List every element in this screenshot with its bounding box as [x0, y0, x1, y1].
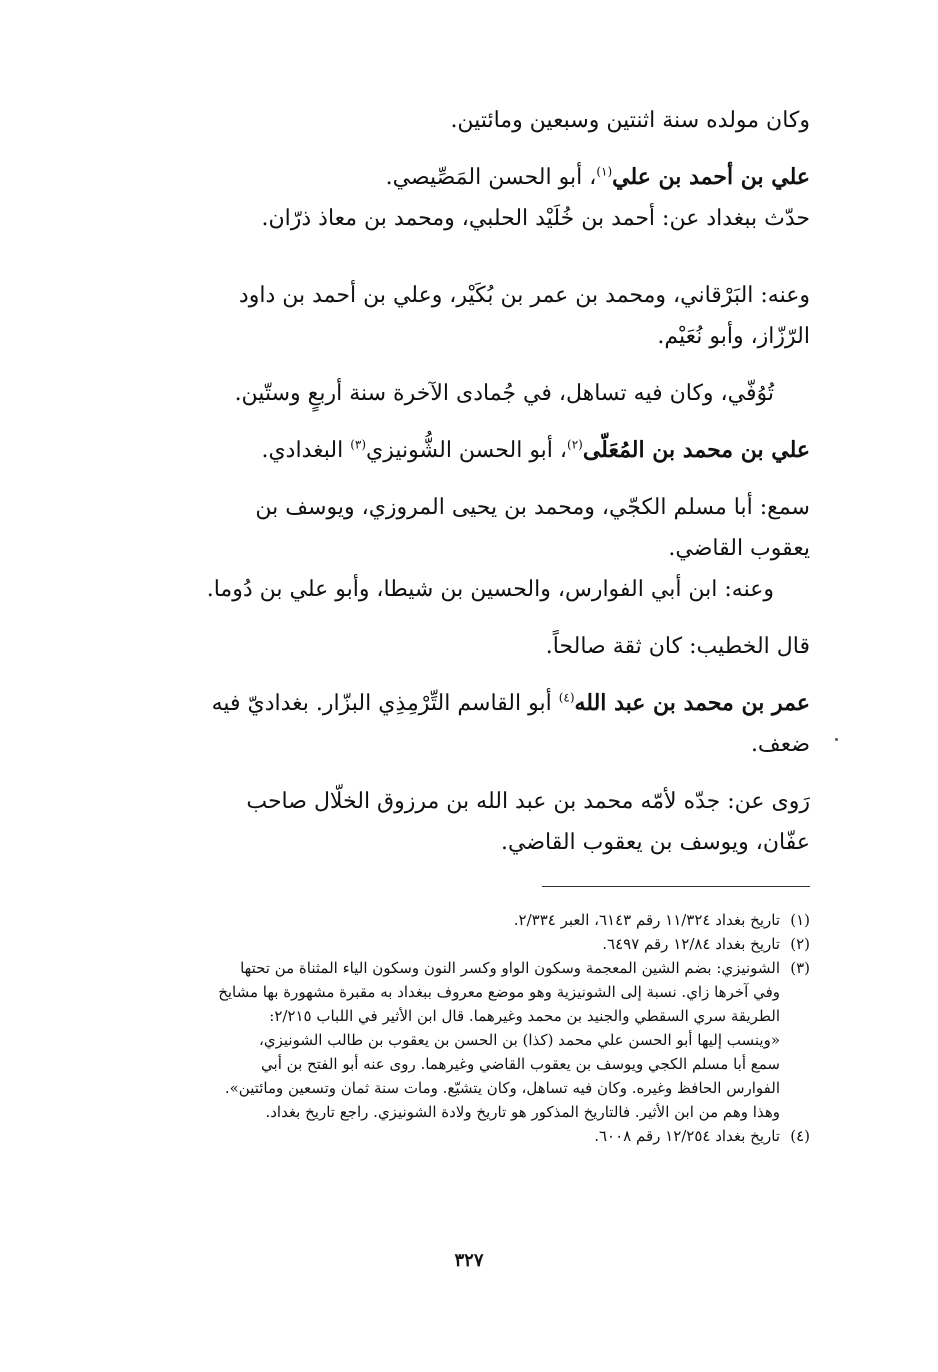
entry-name: عمر بن محمد بن عبد الله: [574, 690, 810, 716]
footnote-ref[interactable]: (٤): [558, 690, 575, 705]
entry-heading-line: [120, 683, 810, 724]
entry-name: علي بن محمد بن المُعَلّى: [582, 437, 810, 463]
text-line: حدّث ببغداد عن: أحمد بن خُلَيْد الحلبي، ومحمد بن معاذ ذرّان.: [261, 206, 810, 231]
footnote-number: (١): [790, 911, 810, 929]
footnote-text: [120, 1124, 780, 1148]
entry-name: علي بن أحمد بن علي: [612, 164, 810, 190]
footnote-line: «وينسب إليها أبو الحسن علي محمد (كذا) بن الحسن بن يعقوب بن طالب الشونيزي،: [259, 1031, 780, 1049]
footnote-text: [120, 932, 780, 956]
text-line: تُوُفّي، وكان فيه تساهل، في جُمادى الآخرة سنة أربعٍ وستّين.: [234, 381, 774, 406]
entry-heading-line: [120, 157, 810, 198]
entry-rest: ، أبو الحسن الشُّونيزي: [366, 438, 568, 463]
footnote-line: تاريخ بغداد ١١/٣٢٤ رقم ٦١٤٣، العبر ٢/٣٣٤.: [513, 911, 780, 929]
footnote-line: تاريخ بغداد ١٢/٢٥٤ رقم ٦٠٠٨.: [594, 1127, 780, 1145]
text-line: وعنه: ابن أبي الفوارس، والحسين بن شيطا، وأبو علي بن دُوما.: [206, 577, 774, 602]
footnote-line: وهذا وهم من ابن الأثير. فالتاريخ المذكور هو تاريخ ولادة الشونيزي. راجع تاريخ بغداد.: [265, 1103, 780, 1121]
footnote-line: وفي آخرها زاي. نسبة إلى الشونيزية وهو موضع معروف ببغداد به مقبرة مشهورة بها مشايخ: [218, 983, 780, 1001]
margin-mark: [835, 738, 838, 741]
text-line: يعقوب القاضي.: [668, 536, 810, 561]
footnote-line: الطريقة سري السقطي والجنيد بن محمد وغيرهما. قال ابن الأثير في اللباب ٢/٢١٥:: [269, 1007, 780, 1025]
footnote-number: (٣): [790, 959, 810, 977]
text-line: الرّزّاز، وأبو نُعَيْم.: [657, 324, 810, 349]
text-line: ضعف.: [750, 732, 810, 757]
text-line: وكان مولده سنة اثنتين وسبعين ومائتين.: [450, 108, 810, 133]
footnote-text: [120, 908, 780, 932]
footnote: [120, 1124, 810, 1148]
main-text: [120, 100, 810, 863]
entry-heading-line: [120, 430, 810, 471]
text-line: عفّان، ويوسف بن يعقوب القاضي.: [501, 830, 810, 855]
footnote: [120, 932, 810, 956]
text-line: سمع: أبا مسلم الكجّي، ومحمد بن يحيى المروزي، ويوسف بن: [255, 495, 810, 520]
footnote-ref[interactable]: (٣): [350, 437, 367, 452]
text-line: وعنه: البَرْقاني، ومحمد بن عمر بن بُكَيْر، وعلي بن أحمد بن داود: [238, 283, 810, 308]
footnote-number: (٢): [790, 935, 810, 953]
entry-rest: أبو القاسم التِّرْمِذِي البزّار. بغداديّ فيه: [211, 691, 559, 716]
footnote-ref[interactable]: (١): [596, 164, 613, 179]
footnote-line: تاريخ بغداد ١٢/٨٤ رقم ٦٤٩٧.: [602, 935, 780, 953]
footnote-ref[interactable]: (٢): [567, 437, 583, 452]
footnote: [120, 908, 810, 932]
page-number: ٣٢٧: [454, 1250, 484, 1271]
footnote-number: (٤): [790, 1127, 810, 1145]
entry-rest: البغدادي.: [261, 438, 351, 463]
footnote: [120, 956, 810, 1124]
footnotes: [120, 908, 810, 1148]
text-line: قال الخطيب: كان ثقة صالحاً.: [545, 634, 810, 659]
footnote-separator: [542, 886, 810, 887]
footnote-line: سمع أبا مسلم الكجي ويوسف بن يعقوب القاضي وغيرهما. روى عنه أبو الفتح بن أبي: [261, 1055, 780, 1073]
text-line: رَوى عن: جدّه لأمّه محمد بن عبد الله بن مرزوق الخلّال صاحب: [246, 789, 810, 814]
footnote-line: الشونيزي: بضم الشين المعجمة وسكون الواو وكسر النون وسكون الياء المثناة من تحتها: [240, 959, 780, 977]
footnote-text: [120, 956, 780, 1124]
footnote-line: الفوارس الحافظ وغيره. وكان فيه تساهل، وكان يتشيّع. ومات سنة ثمان وتسعين ومائتين».: [224, 1079, 780, 1097]
entry-rest: ، أبو الحسن المَصِّيصي.: [385, 165, 597, 190]
